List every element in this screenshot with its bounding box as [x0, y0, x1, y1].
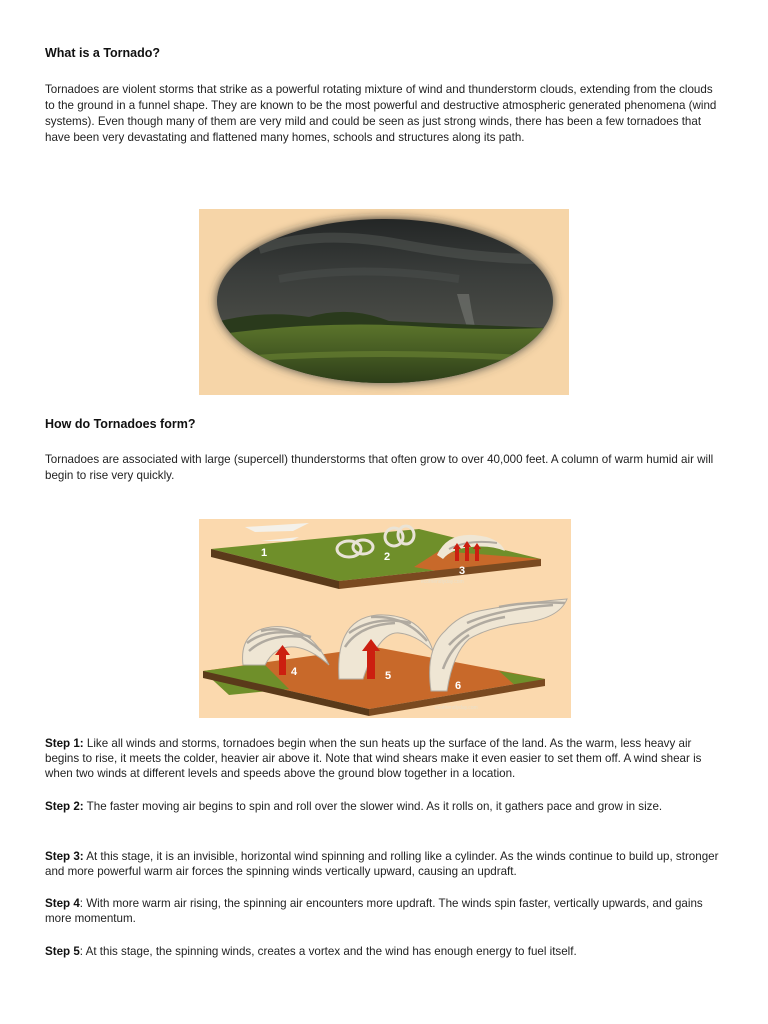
step-1-text: Like all winds and storms, tornadoes begin when the sun heats up the surface of the land. As the warm, less heavy air begins to rise, it meets the colder, heavier air above it. Note that wind shears make it even easier to set them off. A wind shear is when two winds at different levels and speeds above the ground blow together in a location. — [45, 737, 702, 780]
diagram-label-3: 3 — [459, 565, 466, 577]
step-2-paragraph — [45, 799, 725, 814]
step-5-paragraph — [45, 944, 725, 959]
diagram-label-4: 4 — [291, 666, 298, 678]
tornado-formation-diagram — [199, 519, 571, 718]
formation-paragraph: Tornadoes are associated with large (supercell) thunderstorms that often grow to over 40,000 feet. A column of warm humid air will begin to rise very quickly. — [45, 453, 714, 482]
section-heading-how-form: How do Tornadoes form? — [45, 417, 196, 431]
tornado-photo — [199, 209, 569, 395]
diagram-label-1: 1 — [261, 547, 268, 559]
step-4-text: : With more warm air rising, the spinning air encounters more updraft. The winds spin faster, vertically upwards, and gains more momentum. — [45, 897, 703, 925]
intro-paragraph: Tornadoes are violent storms that strike as a powerful rotating mixture of wind and thunderstorm clouds, extending from the clouds to the ground in a funnel shape. They are known to be the most powerful and destructive atmospheric generated phenomena (wind systems). Even though many of them are very mild and could be seen as just strong winds, there has been a few tornadoes that have been very devastating and flattened many homes, schools and structures along its path. — [45, 83, 717, 144]
diagram-watermark-bottom: ecofriendlyday.com — [435, 705, 478, 711]
step-3-text: At this stage, it is an invisible, horizontal wind spinning and rolling like a cylinder. As the winds continue to build up, stronger and more powerful warm air forces the spinning winds vertically upward, causing an updraft. — [45, 850, 719, 878]
step-4-label: Step 4 — [45, 897, 80, 910]
diagram-watermark-top: ecofriendlyday.com — [421, 579, 464, 585]
step-2-text: The faster moving air begins to spin and roll over the slower wind. As it rolls on, it gathers pace and grow in size. — [83, 800, 663, 813]
step-3-label: Step 3: — [45, 850, 84, 863]
diagram-label-6: 6 — [455, 680, 462, 692]
section-heading-what-is-tornado: What is a Tornado? — [45, 46, 161, 60]
step-5-text: : At this stage, the spinning winds, creates a vortex and the wind has enough energy to fuel itself. — [79, 945, 577, 958]
step-2-label: Step 2: — [45, 800, 84, 813]
step-1-label: Step 1: — [45, 737, 84, 750]
diagram-label-2: 2 — [384, 551, 391, 563]
step-4-paragraph — [45, 896, 725, 926]
diagram-label-5: 5 — [385, 670, 392, 682]
step-1-paragraph — [45, 736, 725, 781]
step-3-paragraph — [45, 849, 725, 879]
step-5-label: Step 5 — [45, 945, 80, 958]
